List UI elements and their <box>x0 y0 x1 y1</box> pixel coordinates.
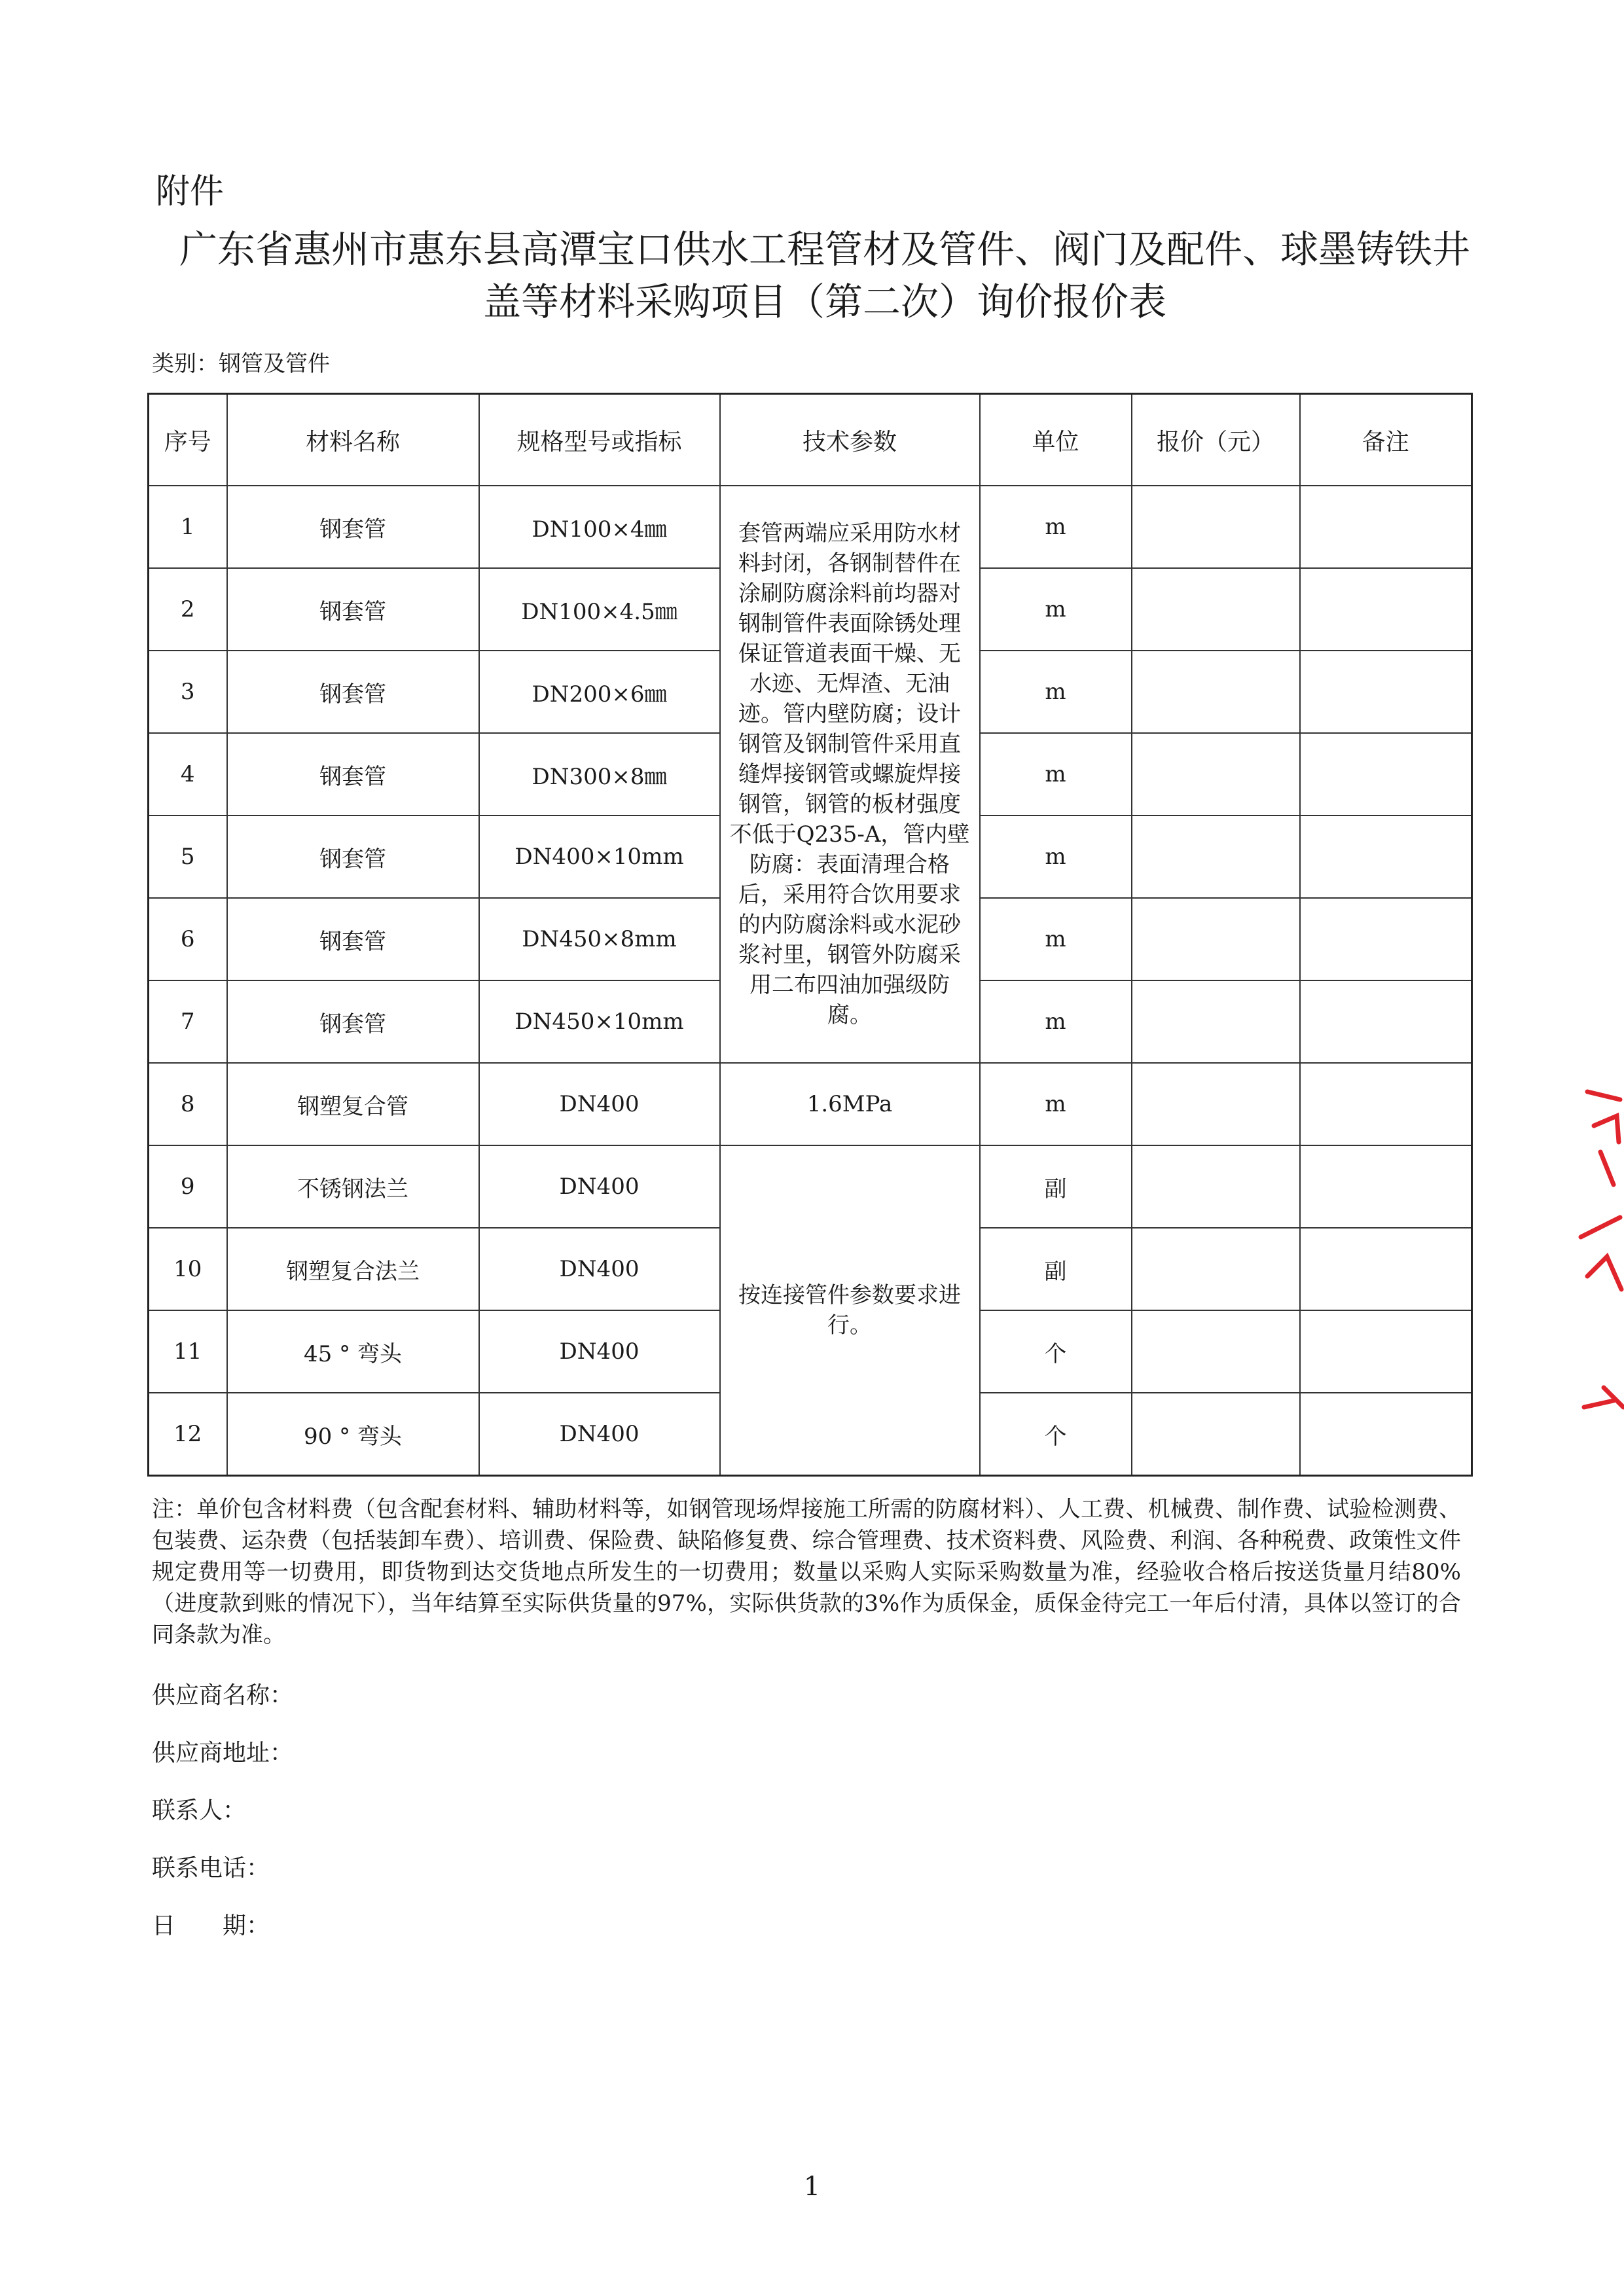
page-number: 1 <box>803 2172 821 2202</box>
row-name: 不锈钢法兰 <box>227 1145 479 1228</box>
row-unit: m <box>980 568 1132 651</box>
date-field: 日 期： <box>152 1912 270 1939</box>
row-remarks-cell[interactable] <box>1300 733 1472 816</box>
document-title-line-2: 盖等材料采购项目（第二次）询价报价表 <box>482 279 1166 324</box>
row-remarks-cell[interactable] <box>1300 1393 1472 1476</box>
row-spec: DN450×10mm <box>479 980 720 1063</box>
header-remarks: 备注 <box>1300 394 1472 486</box>
row-name: 钢塑复合法兰 <box>227 1228 479 1310</box>
supplier-name-field: 供应商名称： <box>152 1682 294 1709</box>
row-unit: 副 <box>980 1145 1132 1228</box>
table-row <box>149 486 1472 568</box>
row-name: 钢套管 <box>227 816 479 898</box>
row-name: 钢套管 <box>227 898 479 980</box>
row-name: 钢套管 <box>227 980 479 1063</box>
row-remarks-cell[interactable] <box>1300 980 1472 1063</box>
row-spec: DN300×8㎜ <box>479 733 720 816</box>
row-remarks-cell[interactable] <box>1300 1063 1472 1145</box>
row-spec: DN100×4㎜ <box>479 486 720 568</box>
row-no: 8 <box>149 1063 227 1145</box>
row-price-cell[interactable] <box>1132 568 1300 651</box>
row-no: 7 <box>149 980 227 1063</box>
row-name: 钢套管 <box>227 651 479 733</box>
row-price-cell[interactable] <box>1132 1228 1300 1310</box>
row-unit: m <box>980 486 1132 568</box>
row-spec: DN400 <box>479 1063 720 1145</box>
row-name: 90 ° 弯头 <box>227 1393 479 1476</box>
row-no: 2 <box>149 568 227 651</box>
row-unit: m <box>980 733 1132 816</box>
table-row <box>149 1145 1472 1228</box>
row-spec: DN100×4.5㎜ <box>479 568 720 651</box>
row-unit: 个 <box>980 1393 1132 1476</box>
header-price: 报价（元） <box>1132 394 1300 486</box>
row-no: 6 <box>149 898 227 980</box>
header-unit: 单位 <box>980 394 1132 486</box>
contact-person-field: 联系人： <box>152 1797 247 1824</box>
row-remarks-cell[interactable] <box>1300 486 1472 568</box>
row-no: 5 <box>149 816 227 898</box>
pricing-note: 注：单价包含材料费（包含配套材料、辅助材料等，如钢管现场焊接施工所需的防腐材料）、人工费、机械费、制作费、试验检测费、包装费、运杂费（包括装卸车费）、培训费、保险费、缺陷修复费、综合管理费、技术资料费、风险费、利润、各种税费、政策性文件规定费用等一切费用，即货物到达交货地点所发生的一切费用；数量以采购人实际采购数量为准，经验收合格后按送货量月结80%（进度款到账的情况下），当年结算至实际供货量的97%，实际供货款的3%作为质保金，质保金待完工一年后付清，具体以签订的合同条款为准。 <box>152 1496 1461 1648</box>
row-unit: 个 <box>980 1310 1132 1393</box>
row-no: 4 <box>149 733 227 816</box>
row-no: 1 <box>149 486 227 568</box>
row-spec: DN450×8mm <box>479 898 720 980</box>
row-unit: m <box>980 980 1132 1063</box>
row-name: 钢套管 <box>227 486 479 568</box>
row-remarks-cell[interactable] <box>1300 1145 1472 1228</box>
row-price-cell[interactable] <box>1132 1145 1300 1228</box>
header-tech-params: 技术参数 <box>720 394 980 486</box>
red-seal-stamp-fragment <box>1568 1080 1624 1420</box>
row-remarks-cell[interactable] <box>1300 1310 1472 1393</box>
row-no: 11 <box>149 1310 227 1393</box>
row-no: 10 <box>149 1228 227 1310</box>
table-row <box>149 1063 1472 1145</box>
row-price-cell[interactable] <box>1132 733 1300 816</box>
row-unit: m <box>980 898 1132 980</box>
row-price-cell[interactable] <box>1132 651 1300 733</box>
row-unit: m <box>980 651 1132 733</box>
row-no: 3 <box>149 651 227 733</box>
price-table <box>147 393 1473 1477</box>
row-unit: m <box>980 816 1132 898</box>
row-name: 钢套管 <box>227 568 479 651</box>
table-header-row <box>149 394 1472 486</box>
row-remarks-cell[interactable] <box>1300 898 1472 980</box>
header-spec: 规格型号或指标 <box>479 394 720 486</box>
row-remarks-cell[interactable] <box>1300 816 1472 898</box>
row-name: 钢塑复合管 <box>227 1063 479 1145</box>
row-spec: DN400 <box>479 1393 720 1476</box>
row-spec: DN400 <box>479 1228 720 1310</box>
row-price-cell[interactable] <box>1132 898 1300 980</box>
contact-phone-field: 联系电话： <box>152 1855 270 1882</box>
row-name: 钢套管 <box>227 733 479 816</box>
row-price-cell[interactable] <box>1132 980 1300 1063</box>
tech-params-group-1: 套管两端应采用防水材料封闭，各钢制替件在涂刷防腐涂料前均器对钢制管件表面除锈处理保证管道表面干燥、无水迹、无焊渣、无油迹。管内壁防腐；设计钢管及钢制管件采用直缝焊接钢管或螺旋焊接钢管，钢管的板材强度不低于Q235-A，管内壁防腐：表面清理合格后，采用符合饮用要求的内防腐涂料或水泥砂浆衬里，钢管外防腐采用二布四油加强级防腐。 <box>720 486 980 1063</box>
document-title-line-1: 广东省惠州市惠东县高潭宝口供水工程管材及管件、阀门及配件、球墨铸铁井 <box>179 227 1470 272</box>
attachment-label: 附件 <box>156 172 225 211</box>
row-price-cell[interactable] <box>1132 1393 1300 1476</box>
row-remarks-cell[interactable] <box>1300 1228 1472 1310</box>
row-unit: 副 <box>980 1228 1132 1310</box>
header-material-name: 材料名称 <box>227 394 479 486</box>
supplier-address-field: 供应商地址： <box>152 1740 294 1767</box>
tech-params-group-2: 按连接管件参数要求进行。 <box>720 1145 980 1476</box>
row-remarks-cell[interactable] <box>1300 651 1472 733</box>
header-no: 序号 <box>149 394 227 486</box>
row-price-cell[interactable] <box>1132 1063 1300 1145</box>
row-spec: DN400 <box>479 1310 720 1393</box>
row-tech: 1.6MPa <box>720 1063 980 1145</box>
row-remarks-cell[interactable] <box>1300 568 1472 651</box>
row-price-cell[interactable] <box>1132 816 1300 898</box>
row-spec: DN200×6㎜ <box>479 651 720 733</box>
row-unit: m <box>980 1063 1132 1145</box>
row-spec: DN400 <box>479 1145 720 1228</box>
row-name: 45 ° 弯头 <box>227 1310 479 1393</box>
row-no: 9 <box>149 1145 227 1228</box>
row-no: 12 <box>149 1393 227 1476</box>
row-price-cell[interactable] <box>1132 1310 1300 1393</box>
row-price-cell[interactable] <box>1132 486 1300 568</box>
category-label: 类别：钢管及管件 <box>152 351 330 377</box>
row-spec: DN400×10mm <box>479 816 720 898</box>
